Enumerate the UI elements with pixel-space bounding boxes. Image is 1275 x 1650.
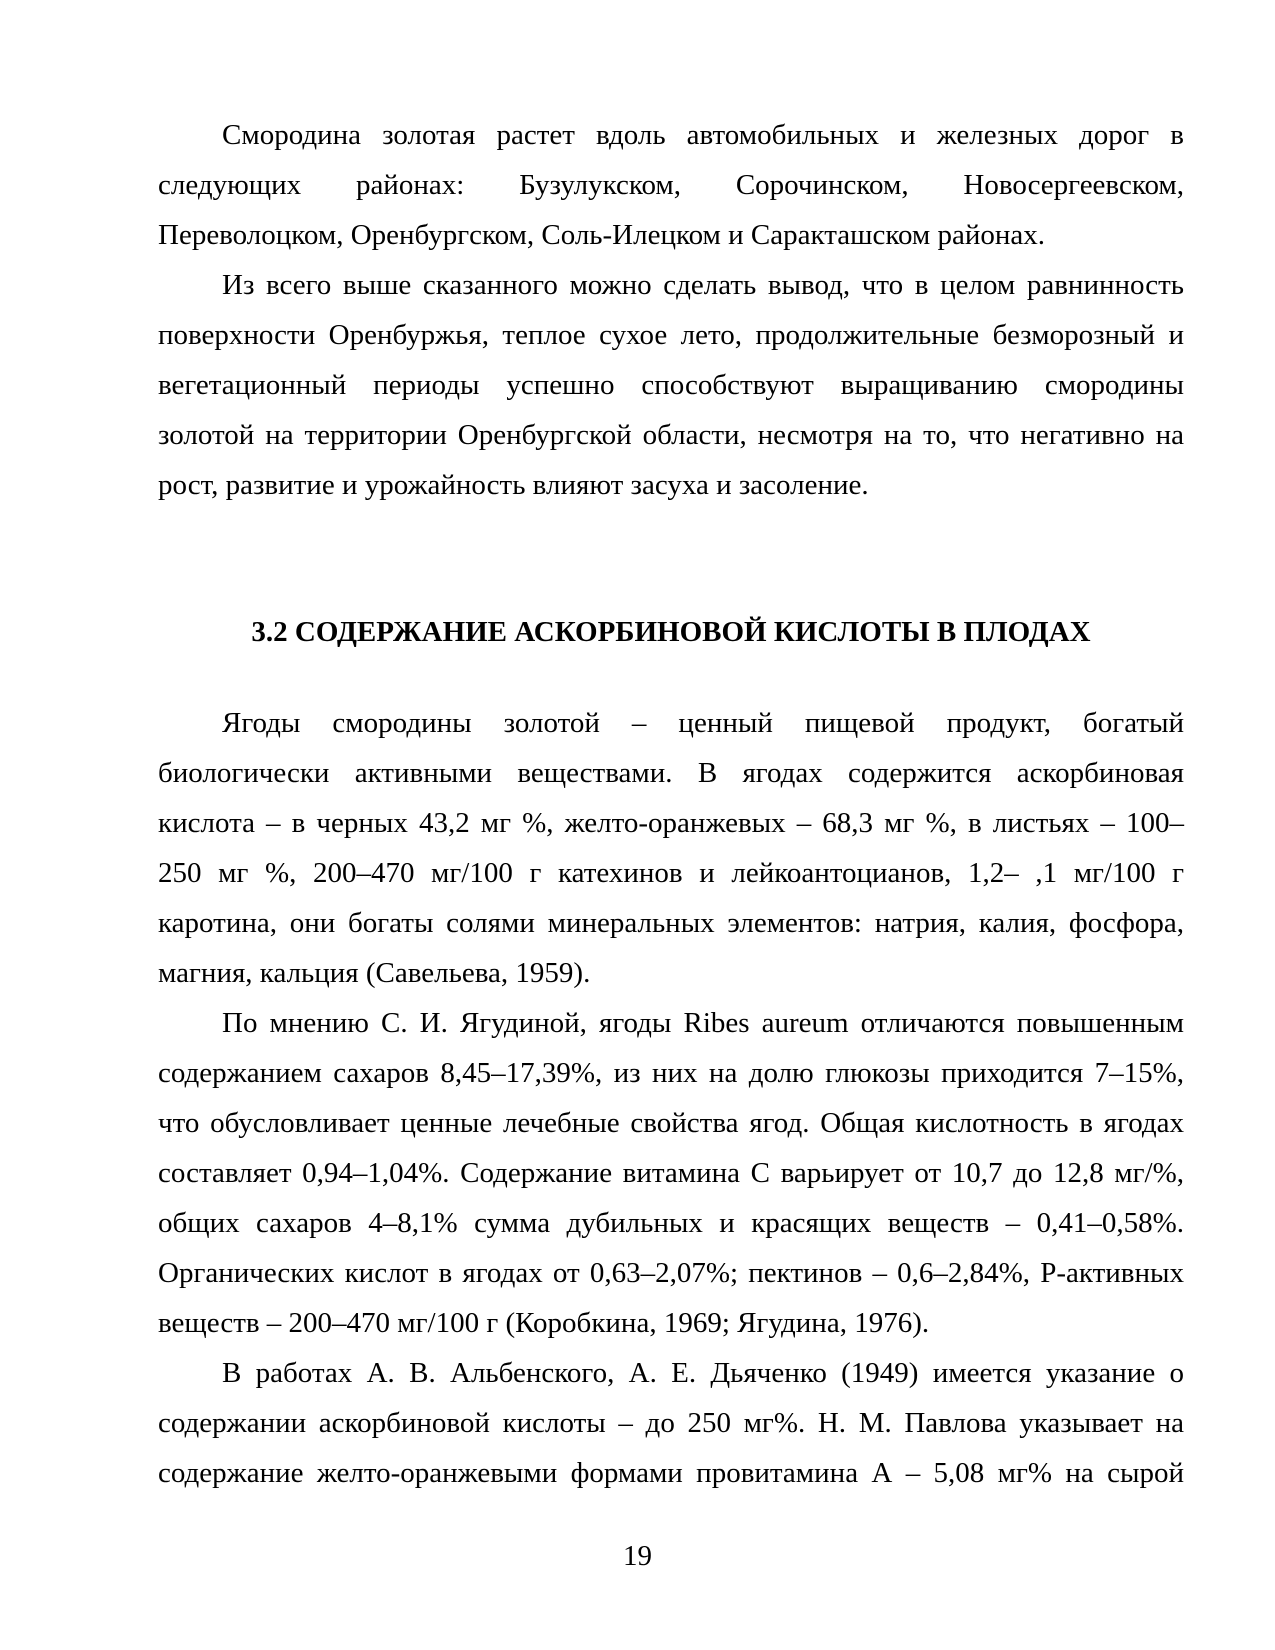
text-line: Ягоды смородины золотой – ценный пищевой продукт, богатый <box>222 707 1184 739</box>
text-line: В работах А. В. Альбенского, А. Е. Дьяченко (1949) имеется указание о <box>222 1357 1184 1389</box>
text-line: веществ – 200–470 мг/100 г (Коробкина, 1969; Ягудина, 1976). <box>158 1307 930 1339</box>
text-line: Из всего выше сказанного можно сделать вывод, что в целом равнинность <box>222 269 1184 301</box>
text-line: следующих районах: Бузулукском, Сорочинском, Новосергеевском, <box>158 169 1184 201</box>
text-body <box>158 110 1184 1498</box>
text-line: кислота – в черных 43,2 мг %, желто-оранжевых – 68,3 мг %, в листьях – 100– <box>158 807 1184 839</box>
text-line: составляет 0,94–1,04%. Содержание витамина С варьирует от 10,7 до 12,8 мг/%, <box>158 1157 1184 1189</box>
page-number: 19 <box>623 1540 652 1572</box>
paragraph <box>158 1348 1184 1498</box>
text-line: По мнению С. И. Ягудиной, ягоды Ribes aureum отличаются повышенным <box>222 1007 1184 1039</box>
paragraph <box>158 260 1184 510</box>
text-line: Органических кислот в ягодах от 0,63–2,07%; пектинов – 0,6–2,84%, Р-активных <box>158 1257 1184 1289</box>
text-line: биологически активными веществами. В ягодах содержится аскорбиновая <box>158 757 1184 789</box>
text-line: вегетационный периоды успешно способствуют выращиванию смородины <box>158 369 1184 401</box>
text-line: Переволоцком, Оренбургском, Соль-Илецком и Саракташском районах. <box>158 219 1046 251</box>
text-line: Смородина золотая растет вдоль автомобильных и железных дорог в <box>222 119 1184 151</box>
paragraph <box>158 110 1184 260</box>
text-line: общих сахаров 4–8,1% сумма дубильных и красящих веществ – 0,41–0,58%. <box>158 1207 1184 1239</box>
text-line: содержание желто-оранжевыми формами провитамина А – 5,08 мг% на сырой <box>158 1457 1184 1489</box>
text-line: золотой на территории Оренбургской области, несмотря на то, что негативно на <box>158 419 1184 451</box>
text-line: рост, развитие и урожайность влияют засуха и засоление. <box>158 469 869 501</box>
text-line: магния, кальция (Савельева, 1959). <box>158 957 591 989</box>
paragraph <box>158 698 1184 998</box>
text-line: что обусловливает ценные лечебные свойства ягод. Общая кислотность в ягодах <box>158 1107 1184 1139</box>
text-line: содержании аскорбиновой кислоты – до 250 мг%. Н. М. Павлова указывает на <box>158 1407 1184 1439</box>
text-line: поверхности Оренбуржья, теплое сухое лето, продолжительные безморозный и <box>158 319 1184 351</box>
text-line: содержанием сахаров 8,45–17,39%, из них на долю глюкозы приходится 7–15%, <box>158 1057 1184 1089</box>
text-line: 250 мг %, 200–470 мг/100 г катехинов и лейкоантоцианов, 1,2– ,1 мг/100 г <box>158 857 1184 889</box>
section-heading: 3.2 СОДЕРЖАНИЕ АСКОРБИНОВОЙ КИСЛОТЫ В ПЛОДАХ <box>251 616 1091 648</box>
text-line: каротина, они богаты солями минеральных элементов: натрия, калия, фосфора, <box>158 907 1184 939</box>
paragraph <box>158 998 1184 1348</box>
